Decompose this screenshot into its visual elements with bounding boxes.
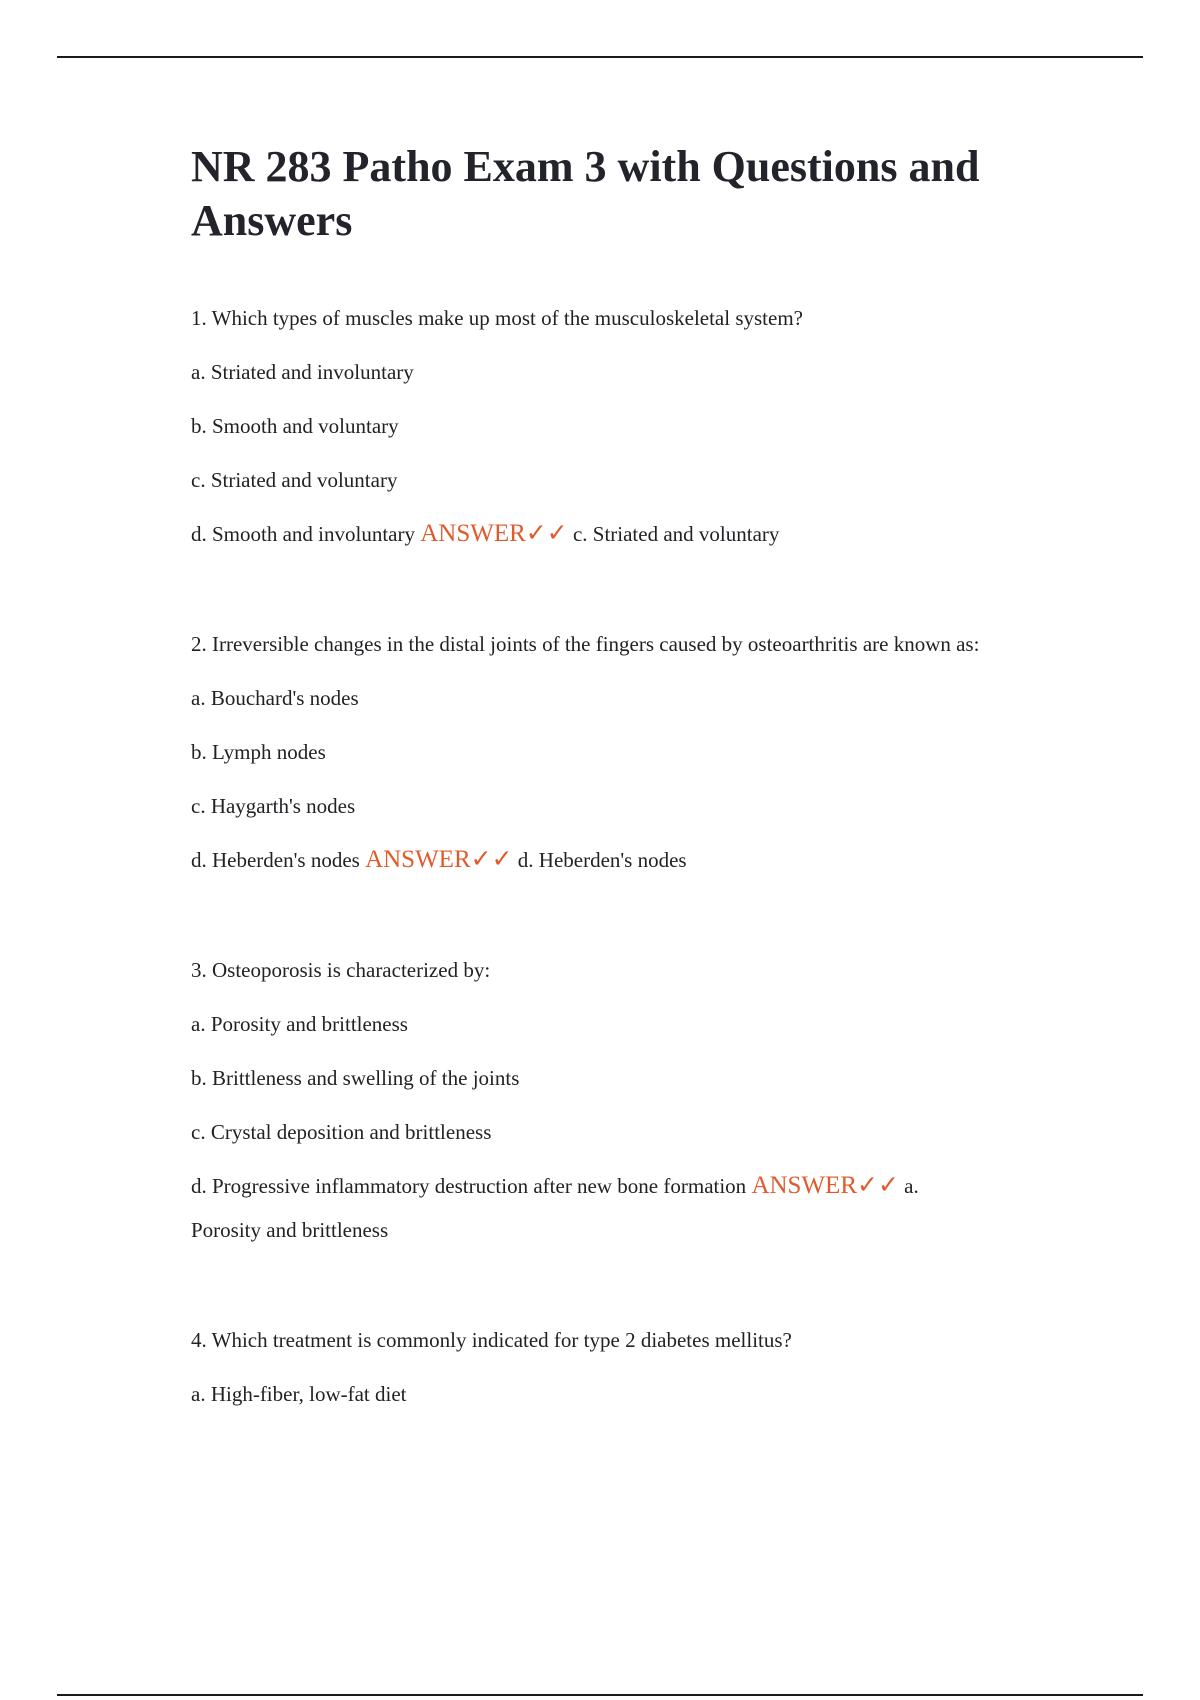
document-title: NR 283 Patho Exam 3 with Questions and Answers xyxy=(191,142,980,245)
question-4 xyxy=(191,1325,1071,1409)
option-a: a. Bouchard's nodes xyxy=(191,686,359,710)
option-a: a. Porosity and brittleness xyxy=(191,1012,408,1036)
answer-text: d. Heberden's nodes xyxy=(517,848,687,872)
option-a: a. Striated and involuntary xyxy=(191,360,414,384)
answer-text-continuation: Porosity and brittleness xyxy=(191,1218,389,1242)
question-text: 1. Which types of muscles make up most of the musculoskeletal system? xyxy=(191,306,803,330)
option-d: d. Smooth and involuntary xyxy=(191,522,415,546)
question-text: 2. Irreversible changes in the distal joints of the fingers caused by osteoarthritis are known as: xyxy=(191,632,980,656)
option-d: d. Heberden's nodes xyxy=(191,848,360,872)
option-c: c. Crystal deposition and brittleness xyxy=(191,1120,492,1144)
option-c: c. Striated and voluntary xyxy=(191,468,398,492)
bottom-rule xyxy=(57,1694,1143,1696)
question-3 xyxy=(191,955,1071,1245)
answer-label: ANSWER✓✓ xyxy=(751,1172,899,1199)
question-2 xyxy=(191,629,1071,875)
answer-text-start: a. xyxy=(904,1174,919,1198)
option-d-with-answer xyxy=(191,845,1071,875)
answer-text: c. Striated and voluntary xyxy=(572,522,780,546)
option-d-with-answer xyxy=(191,519,1071,549)
answer-label: ANSWER✓✓ xyxy=(365,846,513,873)
question-text: 4. Which treatment is commonly indicated for type 2 diabetes mellitus? xyxy=(191,1328,792,1352)
document-body xyxy=(191,140,1071,1409)
option-b: b. Smooth and voluntary xyxy=(191,414,399,438)
question-text: 3. Osteoporosis is characterized by: xyxy=(191,958,491,982)
option-a: a. High-fiber, low-fat diet xyxy=(191,1382,407,1406)
top-rule xyxy=(57,56,1143,58)
option-b: b. Lymph nodes xyxy=(191,740,326,764)
option-c: c. Haygarth's nodes xyxy=(191,794,356,818)
option-d: d. Progressive inflammatory destruction after new bone formation xyxy=(191,1174,747,1198)
option-d-with-answer xyxy=(191,1171,1071,1201)
answer-label: ANSWER✓✓ xyxy=(420,520,568,547)
question-1 xyxy=(191,303,1071,549)
option-b: b. Brittleness and swelling of the joints xyxy=(191,1066,520,1090)
